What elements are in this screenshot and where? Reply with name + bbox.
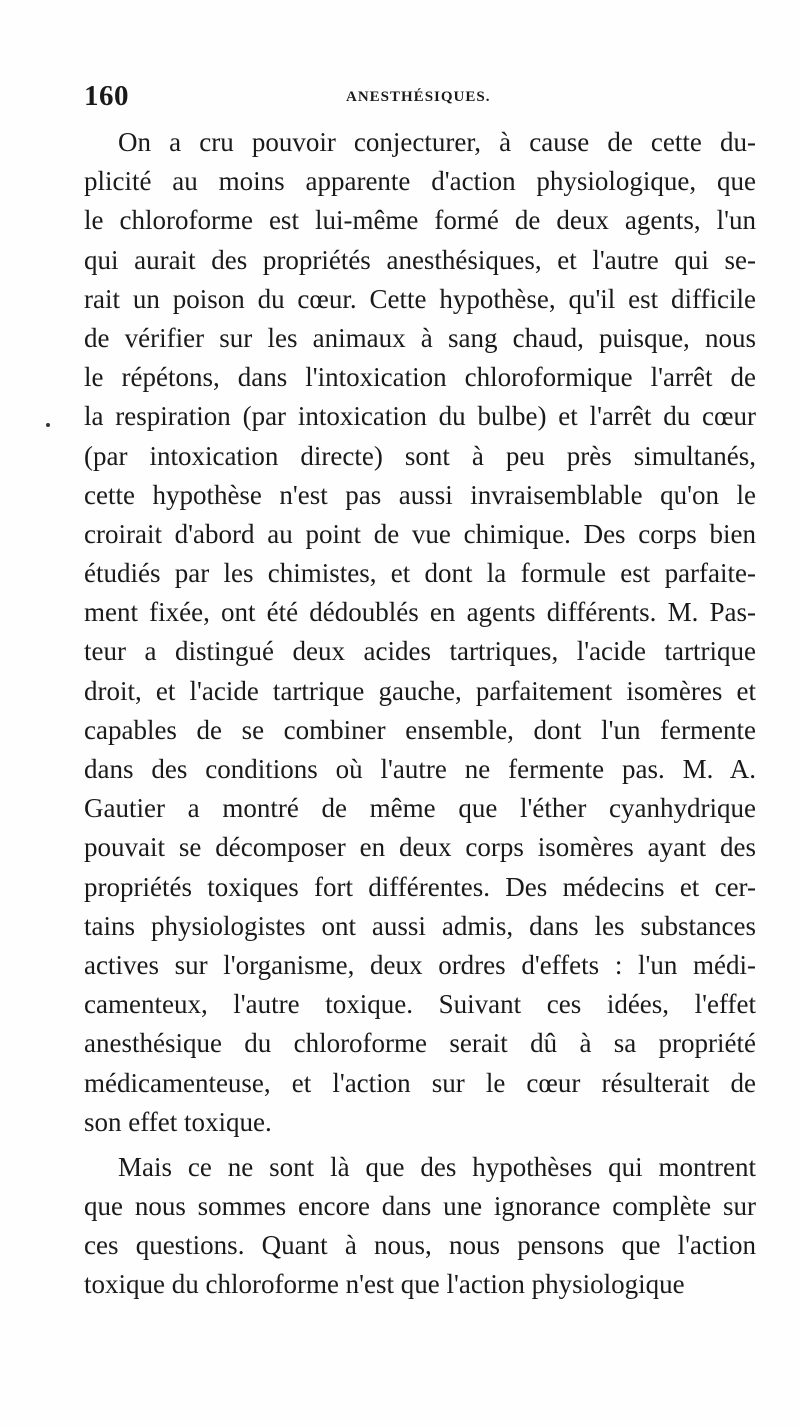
margin-dot [46, 423, 50, 427]
text-line: tains physiologistes ont aussi admis, dans les substances [84, 910, 756, 941]
text-line: rait un poison du cœur. Cette hypothèse, qu'il est difficile [84, 283, 756, 314]
text-line: le répétons, dans l'intoxication chloroformique l'arrêt de [84, 362, 756, 393]
text-line: plicité au moins apparente d'action physiologique, que [84, 166, 756, 197]
text-line: On a cru pouvoir conjecturer, à cause de cette du- [118, 127, 756, 157]
text-line: camenteux, l'autre toxique. Suivant ces idées, l'effet [84, 989, 756, 1020]
text-line: qui aurait des propriétés anesthésiques, et l'autre qui se- [84, 244, 756, 275]
text-line: croirait d'abord au point de vue chimique. Des corps bien [84, 518, 756, 549]
body-text [84, 123, 756, 1305]
text-line: ment fixée, ont été dédoublés en agents différents. M. Pas- [84, 597, 756, 628]
page-header [84, 80, 756, 120]
text-line: Mais ce ne sont là que des hypothèses qui montrent [118, 1151, 756, 1182]
text-line: toxique du chloroforme n'est que l'action physiologique [84, 1269, 685, 1300]
paragraph [84, 123, 756, 1142]
text-line: propriétés toxiques fort différentes. Des médecins et cer- [84, 871, 756, 902]
text-line: cette hypothèse n'est pas aussi invraisemblable qu'on le [84, 479, 756, 510]
text-line: médicamenteuse, et l'action sur le cœur résulterait de [84, 1067, 756, 1098]
text-line: droit, et l'acide tartrique gauche, parfaitement isomères et [84, 675, 756, 706]
text-line: actives sur l'organisme, deux ordres d'effets : l'un médi- [84, 949, 756, 980]
text-line: son effet toxique. [84, 1106, 272, 1137]
text-line: que nous sommes encore dans une ignorance complète sur [84, 1191, 756, 1222]
text-line: de vérifier sur les animaux à sang chaud, puisque, nous [84, 322, 756, 353]
page-number: 160 [84, 80, 129, 112]
text-line: la respiration (par intoxication du bulbe) et l'arrêt du cœur [84, 401, 756, 432]
text-line: dans des conditions où l'autre ne fermente pas. M. A. [84, 754, 756, 784]
text-line: le chloroforme est lui-même formé de deux agents, l'un [84, 205, 756, 236]
running-head: ANESTHÉSIQUES. [346, 89, 491, 105]
text-line: pouvait se décomposer en deux corps isomères ayant des [84, 832, 756, 863]
text-line: (par intoxication directe) sont à peu près simultanés, [84, 440, 756, 471]
text-line: étudiés par les chimistes, et dont la formule est parfaite- [84, 558, 756, 589]
text-line: Gautier a montré de même que l'éther cyanhydrique [84, 793, 756, 824]
text-line: capables de se combiner ensemble, dont l'un fermente [84, 714, 756, 745]
text-line: anesthésique du chloroforme serait dû à sa propriété [84, 1028, 756, 1059]
text-line: teur a distingué deux acides tartriques, l'acide tartrique [84, 636, 756, 667]
paragraph [84, 1148, 756, 1305]
text-line: ces questions. Quant à nous, nous pensons que l'action [84, 1230, 756, 1261]
